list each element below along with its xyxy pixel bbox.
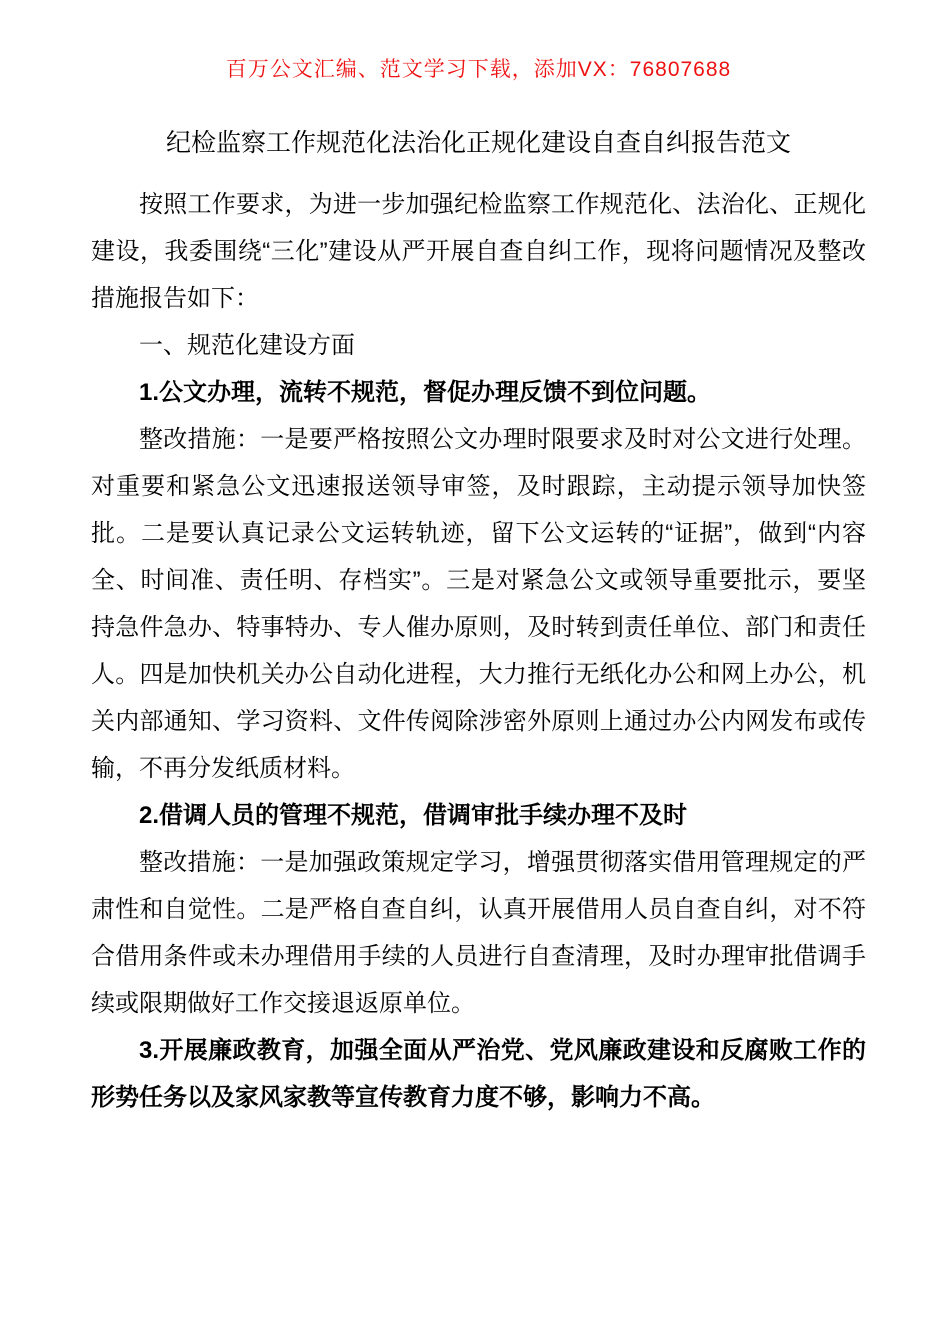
document-title: 纪检监察工作规范化法治化正规化建设自查自纠报告范文 [165, 129, 791, 157]
issue-heading-3: 3.开展廉政教育，加强全面从严治党、党风廉政建设和反腐败工作的形势任务以及家风家教等宣传教育力度不够，影响力不高。 [91, 1037, 866, 1111]
document-body [91, 181, 866, 1121]
issue-heading-1: 1.公文办理，流转不规范，督促办理反馈不到位问题。 [139, 379, 712, 406]
header-notice: 百万公文汇编、范文学习下载，添加VX：76807688 [225, 58, 732, 81]
issue-heading-2: 2.借调人员的管理不规范，借调审批手续办理不及时 [139, 802, 688, 829]
paragraph-measures-1: 整改措施：一是要严格按照公文办理时限要求及时对公文进行处理。对重要和紧急公文迅速报送领导审签，及时跟踪，主动提示领导加快签批。二是要认真记录公文运转轨迹，留下公文运转的“证据”，做到“内容全、时间准、责任明、存档实”。三是对紧急公文或领导重要批示，要坚持急件急办、特事特办、专人催办原则，及时转到责任单位、部门和责任人。四是加快机关办公自动化进程，大力推行无纸化办公和网上办公，机关内部通知、学习资料、文件传阅除涉密外原则上通过办公内网发布或传输，不再分发纸质材料。 [91, 426, 866, 782]
paragraph-measures-2: 整改措施：一是加强政策规定学习，增强贯彻落实借用管理规定的严肃性和自觉性。二是严格自查自纠，认真开展借用人员自查自纠，对不符合借用条件或未办理借用手续的人员进行自查清理，及时办理审批借调手续或限期做好工作交接退返原单位。 [91, 849, 866, 1017]
section-heading-1: 一、规范化建设方面 [139, 332, 355, 359]
paragraph-intro: 按照工作要求，为进一步加强纪检监察工作规范化、法治化、正规化建设，我委围绕“三化”建设从严开展自查自纠工作，现将问题情况及整改措施报告如下： [91, 191, 866, 312]
